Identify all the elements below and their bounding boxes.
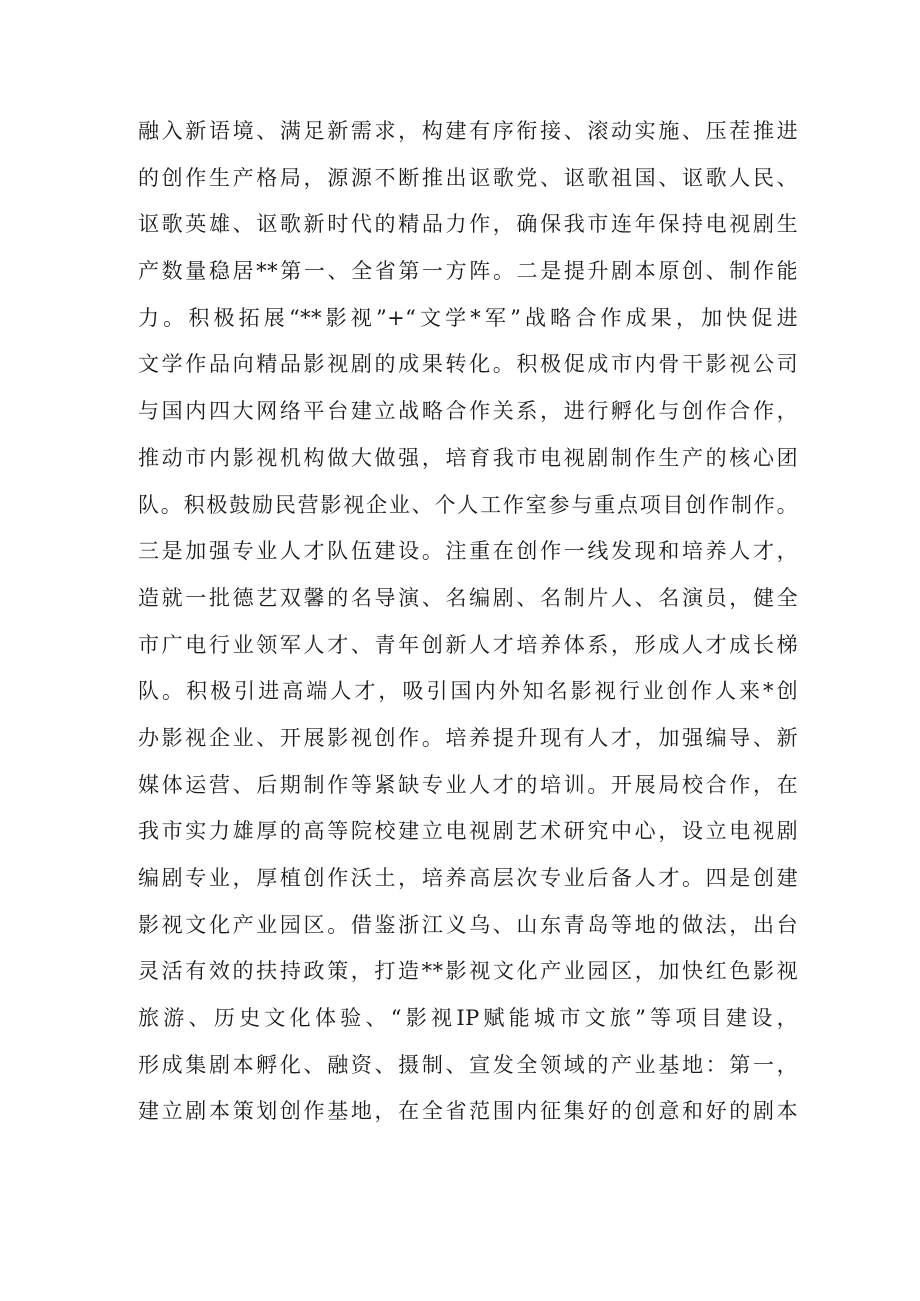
text-line: 推动市内影视机构做大做强，培育我市电视剧制作生产的核心团 <box>138 445 798 470</box>
text-line: 三是加强专业人才队伍建设。注重在创作一线发现和培养人才， <box>138 539 798 564</box>
text-line: 编剧专业，厚植创作沃土，培养高层次专业后备人才。四是创建 <box>138 866 798 890</box>
text-line: 旅游、历史文化体验、“影视IP赋能城市文旅”等项目建设， <box>138 1006 798 1031</box>
text-line: 力。积极拓展“**影视”+“文学*军”战略合作成果，加快促进 <box>138 305 798 330</box>
body-paragraph <box>138 108 798 1135</box>
text-line: 造就一批德艺双馨的名导演、名编剧、名制片人、名演员，健全 <box>138 585 798 610</box>
text-line: 融入新语境、满足新需求，构建有序衔接、滚动实施、压茬推进 <box>138 119 798 143</box>
text-line: 影视文化产业园区。借鉴浙江义乌、山东青岛等地的做法，出台 <box>138 912 798 937</box>
text-line: 市广电行业领军人才、青年创新人才培养体系，形成人才成长梯 <box>138 632 798 657</box>
text-line: 的创作生产格局，源源不断推出讴歌党、讴歌祖国、讴歌人民、 <box>138 165 798 190</box>
text-line: 队。积极鼓励民营影视企业、个人工作室参与重点项目创作制作。 <box>138 492 798 517</box>
text-line: 形成集剧本孵化、融资、摄制、宣发全领域的产业基地：第一， <box>138 1052 798 1077</box>
text-line: 我市实力雄厚的高等院校建立电视剧艺术研究中心，设立电视剧 <box>138 819 798 844</box>
text-line: 讴歌英雄、讴歌新时代的精品力作，确保我市连年保持电视剧生 <box>138 212 798 237</box>
text-line: 办影视企业、开展影视创作。培养提升现有人才，加强编导、新 <box>138 725 798 750</box>
text-line: 文学作品向精品影视剧的成果转化。积极促成市内骨干影视公司 <box>138 352 798 377</box>
text-line: 产数量稳居**第一、全省第一方阵。二是提升剧本原创、制作能 <box>138 259 798 284</box>
text-line: 队。积极引进高端人才，吸引国内外知名影视行业创作人来*创 <box>138 679 798 704</box>
text-line: 媒体运营、后期制作等紧缺专业人才的培训。开展局校合作，在 <box>138 772 798 797</box>
text-line: 灵活有效的扶持政策，打造**影视文化产业园区，加快红色影视 <box>138 959 798 984</box>
text-line: 与国内四大网络平台建立战略合作关系，进行孵化与创作合作， <box>138 399 798 424</box>
text-line: 建立剧本策划创作基地，在全省范围内征集好的创意和好的剧本 <box>138 1099 798 1124</box>
